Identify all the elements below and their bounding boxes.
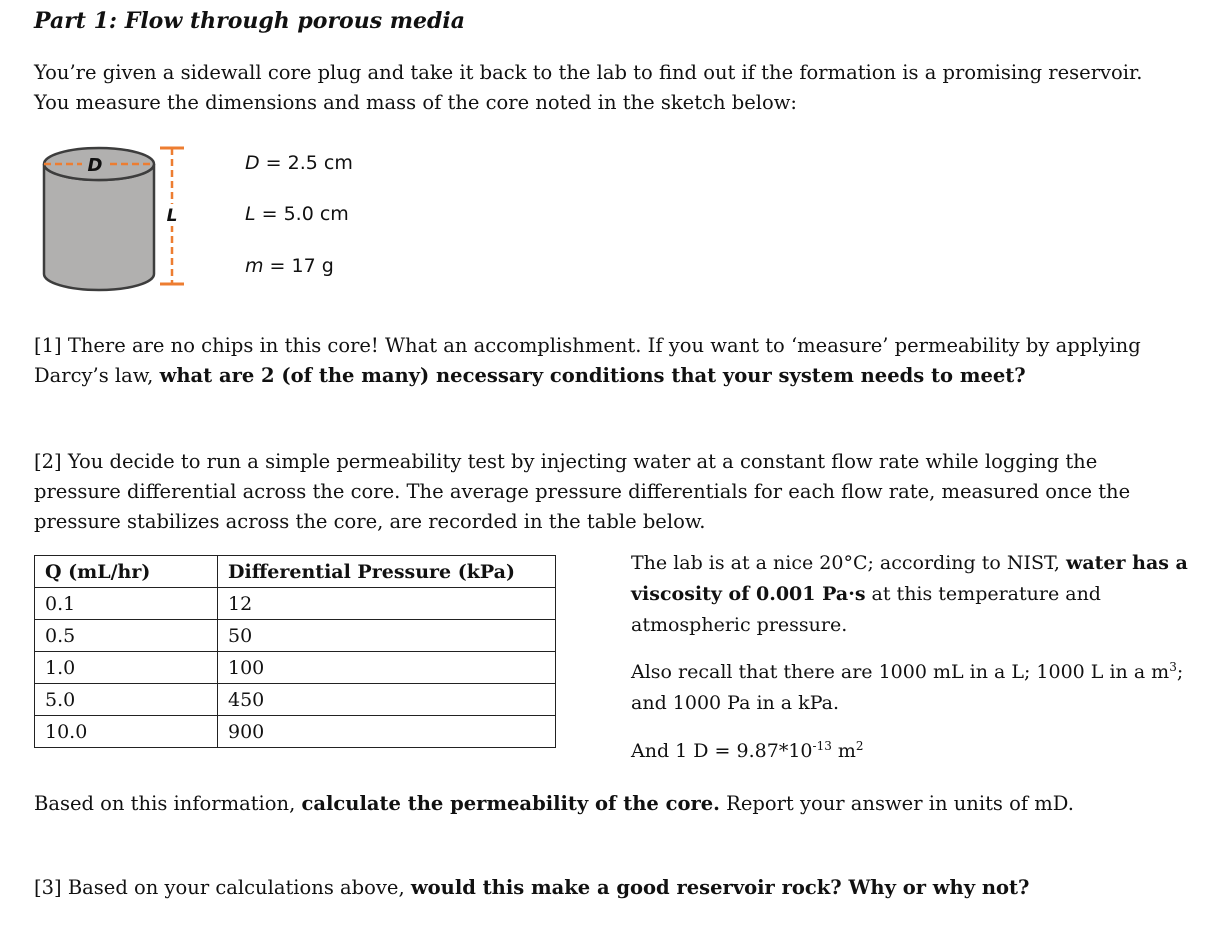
measurement-value: = 17 g (263, 255, 334, 277)
darcy-conversion-text: And 1 D = 9.87*10 (631, 740, 813, 762)
viscosity-note-rest: at this temperature and atmospheric pressure. (631, 583, 1101, 636)
question-3-emphasis: would this make a good reservoir rock? Why or why not? (410, 876, 1030, 899)
header-differential-pressure: Differential Pressure (kPa) (218, 556, 556, 588)
viscosity-value: water has a viscosity of 0.001 Pa·s (631, 552, 1188, 605)
cell-flow-rate: 1.0 (35, 652, 218, 684)
measurement-value: = 5.0 cm (255, 203, 349, 225)
cell-flow-rate: 5.0 (35, 684, 218, 716)
measurement-value: = 2.5 cm (259, 152, 353, 174)
cell-pressure: 100 (218, 652, 556, 684)
table-row (35, 684, 556, 716)
measurement-diameter (245, 152, 353, 174)
question-2-instruction (34, 789, 1184, 819)
darcy-conversion-note (631, 736, 1191, 767)
viscosity-note-text: The lab is at a nice 20°C; according to NIST, (631, 552, 1066, 574)
cell-pressure: 50 (218, 620, 556, 652)
cell-flow-rate: 10.0 (35, 716, 218, 748)
question-2: [2] You decide to run a simple permeability test by injecting water at a constant flow rate while logging the pressure differential across the core. The average pressure differentials for each flow rate, measured once the pressure stabilizes across the core, are recorded in the table below. (34, 450, 1131, 533)
table-header-row (35, 556, 556, 588)
question-1-text: [1] There are no chips in this core! What an accomplishment. If you want to ‘measure’ permeability by applying Darcy’s law, (34, 334, 1141, 387)
superscript: 3 (1169, 660, 1177, 674)
question-3-text: [3] Based on your calculations above, (34, 876, 411, 899)
measurement-symbol: D (245, 152, 260, 174)
unit-conversion-text: Also recall that there are 1000 mL in a L; 1000 L in a m (631, 661, 1170, 683)
length-label: L (166, 206, 178, 226)
superscript: 2 (855, 739, 864, 753)
exponent: -13 (812, 739, 832, 753)
unit-conversion-rest: ; and 1000 Pa in a kPa. (631, 661, 1184, 714)
page-title: Part 1: Flow through porous media (34, 8, 466, 34)
cell-pressure: 450 (218, 684, 556, 716)
unit-conversion-note (631, 657, 1191, 719)
question-1-emphasis: what are 2 (of the many) necessary conditions that your system needs to meet? (159, 364, 1026, 387)
header-flow-rate: Q (mL/hr) (35, 556, 218, 588)
instruction-emphasis: calculate the permeability of the core. (301, 792, 720, 815)
instruction-rest: Report your answer in units of mD. (719, 792, 1074, 815)
question-3 (34, 873, 1184, 903)
pressure-data-table (34, 555, 556, 748)
instruction-text: Based on this information, (34, 792, 302, 815)
measurement-mass (245, 255, 334, 277)
question-1 (34, 331, 1184, 391)
measurement-symbol: L (245, 203, 256, 225)
cell-flow-rate: 0.1 (35, 588, 218, 620)
cell-flow-rate: 0.5 (35, 620, 218, 652)
measurement-length (245, 203, 349, 225)
table-row (35, 716, 556, 748)
table-row (35, 652, 556, 684)
diameter-label: D (87, 155, 103, 176)
darcy-unit: m (831, 740, 856, 762)
cell-pressure: 12 (218, 588, 556, 620)
intro-paragraph: You’re given a sidewall core plug and take it back to the lab to find out if the formation is a promising reservoir. You measure the dimensions and mass of the core noted in the sketch below: (34, 61, 1143, 114)
measurement-symbol: m (245, 255, 264, 277)
table-row (35, 620, 556, 652)
core-sketch (38, 138, 198, 298)
cell-pressure: 900 (218, 716, 556, 748)
table-row (35, 588, 556, 620)
viscosity-note (631, 548, 1191, 641)
